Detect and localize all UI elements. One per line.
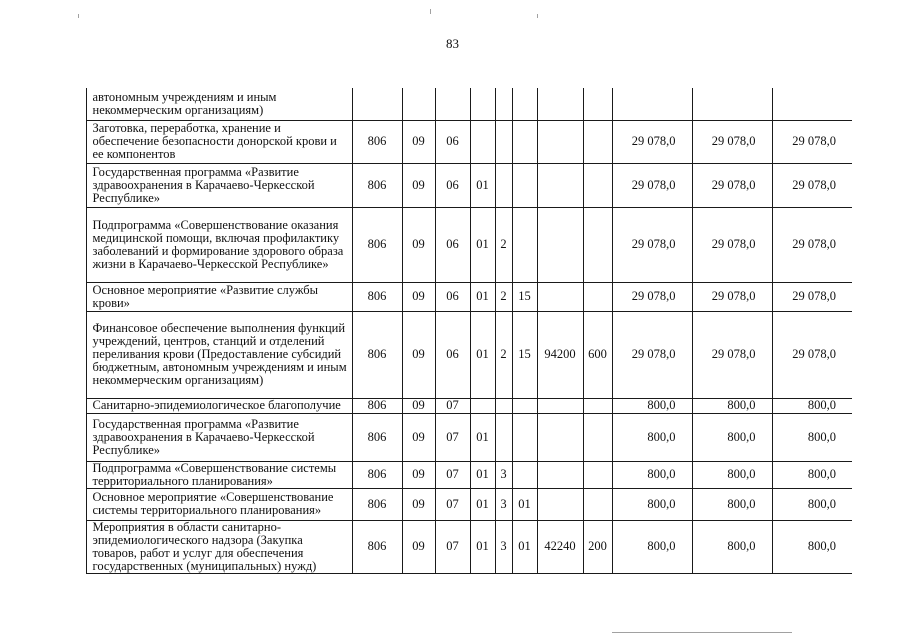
scan-mark xyxy=(430,9,431,14)
amount-year-3: 29 078,0 xyxy=(772,282,852,311)
expense-type-code xyxy=(583,398,612,413)
table-row xyxy=(62,282,852,311)
expense-type-code xyxy=(583,488,612,520)
subsection-code: 06 xyxy=(435,163,470,207)
table-row xyxy=(62,88,852,120)
subprogram-code: 3 xyxy=(495,520,512,573)
program-code xyxy=(470,88,495,120)
event-code xyxy=(512,88,537,120)
program-code: 01 xyxy=(470,413,495,461)
row-name: Финансовое обеспечение выполнения функций учреждений, центров, станций и отделений переливания крови (Предоставление субсидий бюджетным, автономным учреждениям и иным некоммерческим организациям) xyxy=(86,311,352,398)
amount-year-2: 800,0 xyxy=(692,488,772,520)
section-code: 09 xyxy=(402,120,435,163)
margin-cell xyxy=(62,88,86,120)
direction-code xyxy=(537,413,583,461)
subprogram-code: 3 xyxy=(495,488,512,520)
amount-year-1: 800,0 xyxy=(612,413,692,461)
row-name: Государственная программа «Развитие здравоохранения в Карачаево-Черкесской Республике» xyxy=(86,163,352,207)
expense-type-code: 200 xyxy=(583,520,612,573)
ministry-code: 806 xyxy=(352,120,402,163)
margin-cell xyxy=(62,207,86,282)
margin-cell xyxy=(62,488,86,520)
program-code: 01 xyxy=(470,207,495,282)
direction-code xyxy=(537,88,583,120)
event-code: 01 xyxy=(512,488,537,520)
program-code: 01 xyxy=(470,461,495,488)
subsection-code: 07 xyxy=(435,398,470,413)
budget-table xyxy=(62,88,852,574)
amount-year-2: 800,0 xyxy=(692,461,772,488)
amount-year-1: 29 078,0 xyxy=(612,120,692,163)
row-name: Подпрограмма «Совершенствование оказания медицинской помощи, включая профилактику заболеваний и формирование здорового образа жизни в Карачаево-Черкесской Республике» xyxy=(86,207,352,282)
amount-year-1: 800,0 xyxy=(612,461,692,488)
margin-cell xyxy=(62,520,86,573)
section-code: 09 xyxy=(402,520,435,573)
ministry-code: 806 xyxy=(352,163,402,207)
ministry-code: 806 xyxy=(352,207,402,282)
amount-year-2: 800,0 xyxy=(692,520,772,573)
expense-type-code xyxy=(583,120,612,163)
row-name: Заготовка, переработка, хранение и обеспечение безопасности донорской крови и ее компонентов xyxy=(86,120,352,163)
amount-year-2 xyxy=(692,88,772,120)
scan-mark xyxy=(78,14,79,18)
subsection-code: 06 xyxy=(435,282,470,311)
expense-type-code: 600 xyxy=(583,311,612,398)
table-row xyxy=(62,413,852,461)
amount-year-1: 29 078,0 xyxy=(612,282,692,311)
program-code: 01 xyxy=(470,488,495,520)
amount-year-1 xyxy=(612,88,692,120)
direction-code xyxy=(537,282,583,311)
subprogram-code: 2 xyxy=(495,282,512,311)
margin-cell xyxy=(62,413,86,461)
expense-type-code xyxy=(583,88,612,120)
subsection-code: 07 xyxy=(435,488,470,520)
subsection-code: 06 xyxy=(435,311,470,398)
event-code xyxy=(512,120,537,163)
expense-type-code xyxy=(583,461,612,488)
margin-cell xyxy=(62,282,86,311)
direction-code: 42240 xyxy=(537,520,583,573)
amount-year-2: 29 078,0 xyxy=(692,120,772,163)
amount-year-3: 800,0 xyxy=(772,461,852,488)
margin-cell xyxy=(62,163,86,207)
event-code xyxy=(512,461,537,488)
program-code: 01 xyxy=(470,163,495,207)
expense-type-code xyxy=(583,207,612,282)
row-name: Основное мероприятие «Совершенствование системы территориального планирования» xyxy=(86,488,352,520)
event-code: 15 xyxy=(512,311,537,398)
program-code: 01 xyxy=(470,311,495,398)
margin-cell xyxy=(62,311,86,398)
subprogram-code xyxy=(495,163,512,207)
subprogram-code xyxy=(495,120,512,163)
row-name: автономным учреждениям и иным некоммерческим организациям) xyxy=(86,88,352,120)
direction-code xyxy=(537,207,583,282)
direction-code xyxy=(537,120,583,163)
row-name: Основное мероприятие «Развитие службы крови» xyxy=(86,282,352,311)
row-name: Санитарно-эпидемиологическое благополучие xyxy=(86,398,352,413)
ministry-code: 806 xyxy=(352,398,402,413)
ministry-code: 806 xyxy=(352,282,402,311)
subsection-code: 07 xyxy=(435,413,470,461)
subprogram-code xyxy=(495,88,512,120)
program-code: 01 xyxy=(470,520,495,573)
table-row xyxy=(62,488,852,520)
section-code: 09 xyxy=(402,163,435,207)
row-name: Подпрограмма «Совершенствование системы территориального планирования» xyxy=(86,461,352,488)
program-code: 01 xyxy=(470,282,495,311)
subsection-code: 06 xyxy=(435,120,470,163)
row-name: Государственная программа «Развитие здравоохранения в Карачаево-Черкесской Республике» xyxy=(86,413,352,461)
amount-year-2: 29 078,0 xyxy=(692,163,772,207)
ministry-code: 806 xyxy=(352,488,402,520)
event-code: 15 xyxy=(512,282,537,311)
amount-year-1: 29 078,0 xyxy=(612,163,692,207)
table-row xyxy=(62,311,852,398)
section-code: 09 xyxy=(402,207,435,282)
subprogram-code xyxy=(495,398,512,413)
subsection-code: 06 xyxy=(435,207,470,282)
subprogram-code xyxy=(495,413,512,461)
scan-mark xyxy=(612,632,792,633)
amount-year-2: 29 078,0 xyxy=(692,282,772,311)
section-code: 09 xyxy=(402,461,435,488)
table-row xyxy=(62,520,852,573)
direction-code: 94200 xyxy=(537,311,583,398)
direction-code xyxy=(537,163,583,207)
subprogram-code: 2 xyxy=(495,207,512,282)
subsection-code: 07 xyxy=(435,520,470,573)
section-code: 09 xyxy=(402,413,435,461)
subsection-code xyxy=(435,88,470,120)
direction-code xyxy=(537,398,583,413)
section-code: 09 xyxy=(402,488,435,520)
ministry-code xyxy=(352,88,402,120)
subprogram-code: 3 xyxy=(495,461,512,488)
amount-year-3: 800,0 xyxy=(772,413,852,461)
margin-cell xyxy=(62,398,86,413)
page-number: 83 xyxy=(446,36,459,51)
expense-type-code xyxy=(583,163,612,207)
margin-cell xyxy=(62,120,86,163)
subprogram-code: 2 xyxy=(495,311,512,398)
ministry-code: 806 xyxy=(352,413,402,461)
event-code xyxy=(512,398,537,413)
amount-year-3: 29 078,0 xyxy=(772,311,852,398)
amount-year-3: 29 078,0 xyxy=(772,163,852,207)
ministry-code: 806 xyxy=(352,520,402,573)
event-code xyxy=(512,413,537,461)
margin-cell xyxy=(62,461,86,488)
amount-year-3: 29 078,0 xyxy=(772,207,852,282)
table-row xyxy=(62,207,852,282)
program-code xyxy=(470,120,495,163)
event-code xyxy=(512,207,537,282)
amount-year-3: 800,0 xyxy=(772,398,852,413)
amount-year-3: 800,0 xyxy=(772,488,852,520)
event-code xyxy=(512,163,537,207)
table-row xyxy=(62,120,852,163)
section-code: 09 xyxy=(402,398,435,413)
ministry-code: 806 xyxy=(352,311,402,398)
amount-year-2: 29 078,0 xyxy=(692,207,772,282)
amount-year-3 xyxy=(772,88,852,120)
expense-type-code xyxy=(583,413,612,461)
amount-year-1: 800,0 xyxy=(612,488,692,520)
amount-year-2: 29 078,0 xyxy=(692,311,772,398)
direction-code xyxy=(537,461,583,488)
amount-year-1: 29 078,0 xyxy=(612,311,692,398)
ministry-code: 806 xyxy=(352,461,402,488)
amount-year-3: 800,0 xyxy=(772,520,852,573)
amount-year-2: 800,0 xyxy=(692,398,772,413)
section-code: 09 xyxy=(402,311,435,398)
event-code: 01 xyxy=(512,520,537,573)
table-row xyxy=(62,461,852,488)
section-code: 09 xyxy=(402,282,435,311)
expense-type-code xyxy=(583,282,612,311)
amount-year-1: 800,0 xyxy=(612,398,692,413)
scan-mark xyxy=(537,14,538,18)
row-name: Мероприятия в области санитарно-эпидемиологического надзора (Закупка товаров, работ и услуг для обеспечения государственных (муниципальных) нужд) xyxy=(86,520,352,573)
amount-year-3: 29 078,0 xyxy=(772,120,852,163)
table-row xyxy=(62,163,852,207)
program-code xyxy=(470,398,495,413)
table-row xyxy=(62,398,852,413)
subsection-code: 07 xyxy=(435,461,470,488)
amount-year-1: 29 078,0 xyxy=(612,207,692,282)
direction-code xyxy=(537,488,583,520)
amount-year-2: 800,0 xyxy=(692,413,772,461)
section-code xyxy=(402,88,435,120)
amount-year-1: 800,0 xyxy=(612,520,692,573)
